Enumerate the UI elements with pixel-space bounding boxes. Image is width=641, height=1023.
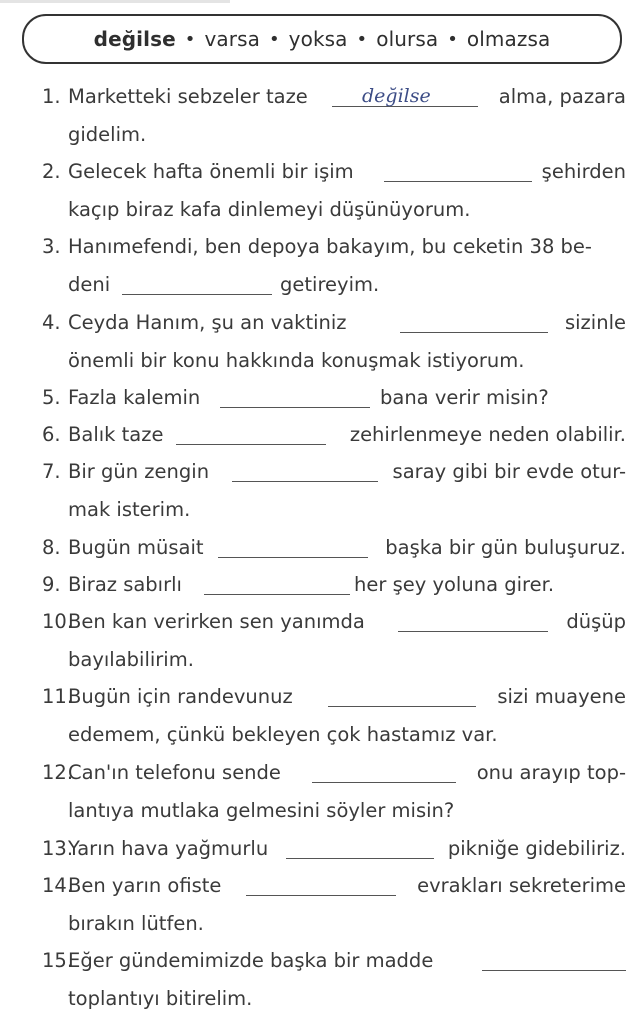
item-number: 11. [42, 685, 74, 708]
sentence-part: bayılabilirim. [68, 648, 194, 671]
sentence-part: şehirden [541, 160, 626, 183]
sentence-part: Gelecek hafta önemli bir işim [68, 160, 354, 183]
bullet-separator: • [184, 28, 196, 50]
sentence-part: her şey yoluna girer. [354, 573, 555, 596]
bullet-separator: • [268, 28, 280, 50]
answer-blank[interactable] [400, 332, 548, 333]
sentence-part: lantıya mutlaka gelmesini söyler misin? [68, 799, 455, 822]
sentence-part: Bugün için randevunuz [68, 685, 293, 708]
sentence-part: başka bir gün buluşuruz. [385, 536, 626, 559]
bullet-separator: • [356, 28, 368, 50]
item-number: 10. [42, 610, 74, 633]
sentence-part: bırakın lütfen. [68, 912, 204, 935]
sentence-part: getireyim. [280, 273, 380, 296]
sentence-part: Marketteki sebzeler taze [68, 85, 308, 108]
item-number: 5. [42, 386, 61, 409]
sentence-part: önemli bir konu hakkında konuşmak istiyorum. [68, 349, 525, 372]
sentence-part: onu arayıp top- [476, 761, 626, 784]
item-number: 9. [42, 573, 61, 596]
sentence-part: Bir gün zengin [68, 460, 210, 483]
answer-blank[interactable] [176, 444, 326, 445]
item-number: 12. [42, 761, 74, 784]
sentence-part: bana verir misin? [380, 386, 549, 409]
answer-blank[interactable] [232, 481, 378, 482]
answer-blank[interactable] [218, 557, 368, 558]
sentence-part: mak isterim. [68, 498, 191, 521]
sentence-part: Hanımefendi, ben depoya bakayım, bu ceketin 38 be- [68, 235, 592, 258]
sentence-part: zehirlenmeye neden olabilir. [349, 423, 626, 446]
sentence-part: Yarın hava yağmurlu [68, 837, 269, 860]
item-number: 1. [42, 85, 61, 108]
answer-blank[interactable] [482, 970, 626, 971]
sentence-part: Can'ın telefonu sende [68, 761, 281, 784]
sentence-part: Ben kan verirken sen yanımda [68, 610, 365, 633]
answer-blank[interactable] [286, 858, 434, 859]
sentence-part: pikniğe gidebiliriz. [447, 837, 626, 860]
item-number: 2. [42, 160, 61, 183]
answer-blank[interactable] [204, 594, 350, 595]
filled-answer: değilse [362, 85, 431, 107]
answer-blank[interactable] [122, 294, 272, 295]
sentence-part: Bugün müsait [68, 536, 204, 559]
word-bank-item: olmazsa [466, 27, 551, 51]
item-number: 4. [42, 311, 61, 334]
sentence-part: Ceyda Hanım, şu an vaktiniz [68, 311, 347, 334]
word-bank-item: değilse [93, 27, 176, 51]
item-number: 3. [42, 235, 61, 258]
bullet-separator: • [447, 28, 458, 50]
sentence-part: Biraz sabırlı [68, 573, 182, 596]
sentence-part: düşüp [566, 610, 626, 633]
answer-blank[interactable] [246, 895, 396, 896]
item-number: 7. [42, 460, 61, 483]
word-bank-item: olursa [376, 27, 439, 51]
word-bank-item: varsa [204, 27, 260, 51]
sentence-part: Ben yarın ofiste [68, 874, 222, 897]
answer-blank[interactable] [384, 181, 532, 182]
item-number: 8. [42, 536, 61, 559]
item-number: 6. [42, 423, 61, 446]
sentence-part: sizi muayene [497, 685, 626, 708]
sentence-part: edemem, çünkü bekleyen çok hastamız var. [68, 723, 498, 746]
sentence-part: Fazla kalemin [68, 386, 201, 409]
sentence-part: kaçıp biraz kafa dinlemeyi düşünüyorum. [68, 198, 471, 221]
answer-blank[interactable] [328, 706, 476, 707]
word-bank-item: yoksa [288, 27, 348, 51]
sentence-part: toplantıyı bitirelim. [68, 987, 253, 1010]
sentence-part: sizinle [564, 311, 626, 334]
answer-blank[interactable] [312, 782, 456, 783]
item-number: 15. [42, 949, 74, 972]
sentence-part: Eğer gündemimizde başka bir madde [68, 949, 434, 972]
answer-blank[interactable] [398, 631, 548, 632]
sentence-part: deni [68, 273, 111, 296]
answer-blank[interactable] [220, 407, 370, 408]
sentence-part: Balık taze [68, 423, 164, 446]
item-number: 14. [42, 874, 74, 897]
sentence-part: evrakları sekreterime [417, 874, 626, 897]
sentence-part: saray gibi bir evde otur- [392, 460, 626, 483]
item-number: 13. [42, 837, 74, 860]
sentence-part: alma, pazara [498, 85, 626, 108]
sentence-part: gidelim. [68, 123, 147, 146]
